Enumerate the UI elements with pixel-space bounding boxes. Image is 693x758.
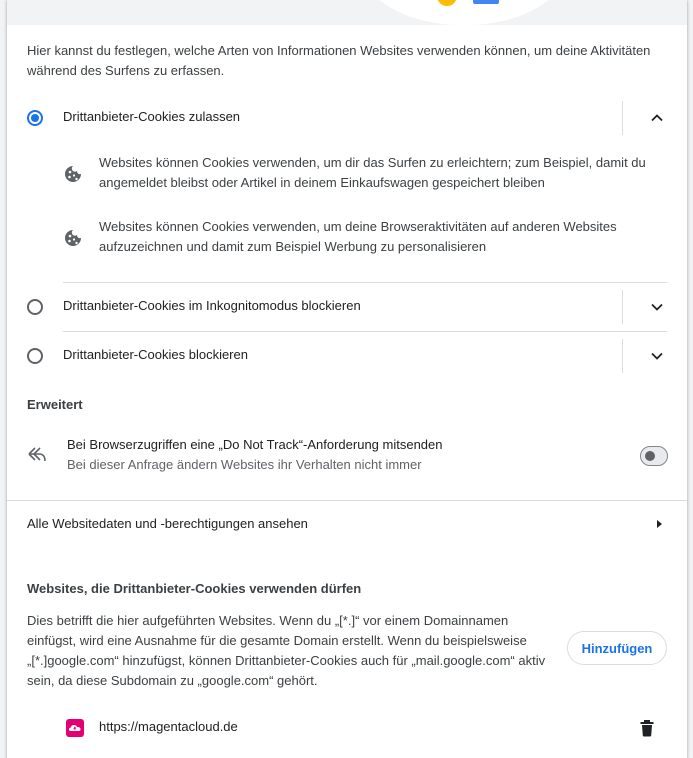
cookie-settings-card (7, 0, 687, 758)
option-label-block-incognito[interactable]: Drittanbieter-Cookies im Inkognitomodus blockieren (63, 298, 361, 313)
cookie-icon (63, 164, 83, 184)
chevron-up-icon[interactable] (647, 108, 667, 128)
option-label-block[interactable]: Drittanbieter-Cookies blockieren (63, 347, 248, 362)
dnt-title: Bei Browserzugriffen eine „Do Not Track“-Anforderung mitsenden (67, 437, 443, 452)
dnt-subtitle: Bei dieser Anfrage ändern Websites ihr Verhalten nicht immer (67, 457, 422, 472)
cookie-icon (63, 228, 83, 248)
allow-detail-text: Websites können Cookies verwenden, um dir das Surfen zu erleichtern; zum Beispiel, damit du angemeldet bleibst oder Artikel in deinem Einkaufswagen gespeichert bleiben (99, 155, 646, 190)
magentacloud-favicon-icon (66, 719, 84, 737)
dnt-toggle[interactable] (640, 446, 668, 466)
advanced-section-title: Erweitert (27, 397, 83, 412)
allowed-sites-description: Dies betrifft die hier aufgeführten Websites. Wenn du „[*.]“ vor einem Domainnamen einfügst, wird eine Ausnahme für die gesamte Domain erstellt. Wenn du beispielsweise „[*.]google.com“ hinzufügst, können Drittanbieter-Cookies auch für „mail.google.com“ aktiv sein, da diese Subdomain zu „google.com“ gehört. (27, 613, 546, 688)
separator (622, 101, 623, 135)
trash-icon[interactable] (639, 719, 655, 737)
divider (63, 282, 667, 283)
radio-block-incognito[interactable] (27, 299, 43, 315)
allowed-sites-title: Websites, die Drittanbieter-Cookies verwenden dürfen (27, 581, 362, 596)
do-not-track-icon (27, 446, 47, 466)
header-illustration (7, 0, 687, 25)
option-label-allow[interactable]: Drittanbieter-Cookies zulassen (63, 109, 241, 124)
allow-detail-text: Websites können Cookies verwenden, um deine Browseraktivitäten auf anderen Websites aufzuzeichnen und damit zum Beispiel Werbung zu personalisieren (99, 219, 617, 254)
divider (63, 331, 667, 332)
separator (622, 339, 623, 373)
separator (622, 290, 623, 324)
add-site-button[interactable]: Hinzufügen (567, 631, 667, 665)
arrow-right-icon[interactable] (652, 517, 666, 531)
page-description: Hier kannst du festlegen, welche Arten von Informationen Websites verwenden können, um deine Aktivitäten während des Surfens zu erfassen. (27, 43, 651, 78)
chevron-down-icon[interactable] (647, 297, 667, 317)
chevron-down-icon[interactable] (647, 346, 667, 366)
site-url: https://magentacloud.de (99, 719, 238, 734)
radio-block-third-party[interactable] (27, 348, 43, 364)
radio-allow-third-party-cookies[interactable] (27, 110, 43, 126)
all-site-data-label[interactable]: Alle Websitedaten und -berechtigungen ansehen (27, 516, 308, 531)
